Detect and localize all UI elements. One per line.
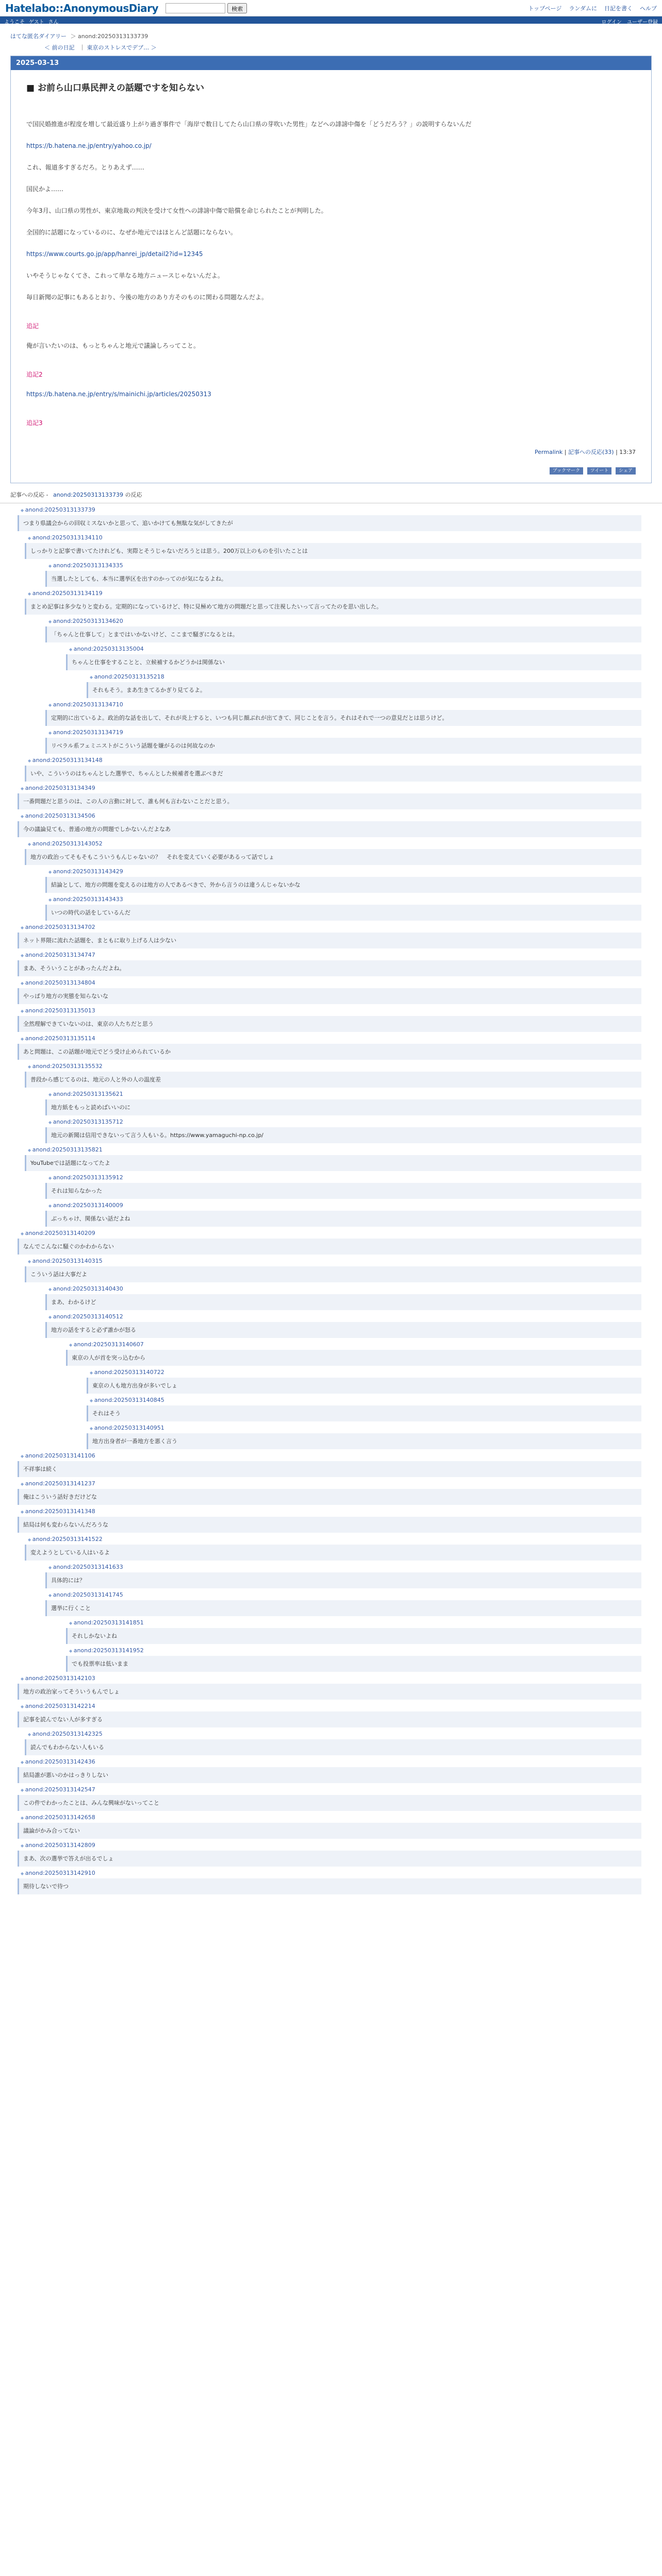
comment-anchor-link[interactable]: ◆ anond:20250313141633 bbox=[41, 1564, 641, 1570]
comment-item bbox=[13, 952, 641, 976]
comment-item bbox=[41, 701, 641, 726]
breadcrumb-home[interactable]: はてな匿名ダイアリー bbox=[10, 33, 67, 40]
trackback-prefix: 記事への反応 - bbox=[10, 492, 48, 498]
comment-anchor-link[interactable]: ◆ anond:20250313140607 bbox=[62, 1341, 641, 1348]
comment-anchor-link[interactable]: ◆ anond:20250313140315 bbox=[21, 1258, 641, 1264]
comment-body: ぶっちゃけ、関係ない話だよね bbox=[45, 1211, 641, 1227]
comment-item bbox=[13, 924, 641, 948]
comment-item bbox=[21, 534, 641, 559]
comment-anchor-link[interactable]: ◆ anond:20250313134719 bbox=[41, 729, 641, 736]
comment-body: 不祥事は続く bbox=[18, 1461, 641, 1477]
article-date: 2025-03-13 bbox=[11, 56, 651, 70]
comment-body: 読んでもわからない人もいる bbox=[25, 1739, 641, 1755]
search-button[interactable]: 検索 bbox=[227, 3, 247, 13]
comment-item bbox=[62, 646, 641, 670]
comment-body: 東京の人も地方出身が多いでしょ bbox=[87, 1378, 641, 1394]
breadcrumb bbox=[0, 24, 662, 43]
comment-anchor-link[interactable]: ◆ anond:20250313134119 bbox=[21, 590, 641, 597]
comment-item bbox=[62, 1619, 641, 1644]
comment-anchor-link[interactable]: ◆ anond:20250313141952 bbox=[62, 1647, 641, 1654]
comment-item bbox=[41, 896, 641, 921]
comment-item bbox=[13, 1480, 641, 1505]
bookmark-button[interactable]: ブックマーク bbox=[550, 467, 583, 474]
comment-item bbox=[21, 590, 641, 615]
nav-write-link[interactable]: 日記を書く bbox=[604, 5, 633, 12]
comment-anchor-link[interactable]: ◆ anond:20250313142103 bbox=[13, 1675, 641, 1682]
comment-anchor-link[interactable]: ◆ anond:20250313140009 bbox=[41, 1202, 641, 1209]
comment-anchor-link[interactable]: ◆ anond:20250313141106 bbox=[13, 1452, 641, 1459]
comment-body: 地方出身者が一番地方を悪く言う bbox=[87, 1433, 641, 1449]
comment-item bbox=[41, 729, 641, 754]
comment-item bbox=[21, 1536, 641, 1561]
comment-item bbox=[13, 1814, 641, 1839]
comment-item bbox=[21, 1063, 641, 1088]
comment-body: 地方紙をもっと読めばいいのに bbox=[45, 1099, 641, 1115]
article-paragraph: これ、報道多すぎるだろ。とりあえず…… bbox=[26, 164, 144, 171]
comment-body: ちゃんと仕事をすることと、立候補するかどうかは関係ない bbox=[66, 654, 641, 670]
comment-body: 今の議論見ても、普通の地方の問題でしかないんだよなあ bbox=[18, 821, 641, 837]
postscript-heading: 追記 bbox=[26, 323, 39, 330]
next-entry-link[interactable]: 東京のストレスでデブ… ＞ bbox=[87, 44, 157, 51]
comment-item bbox=[13, 785, 641, 809]
comment-body: やっぱり地方の実態を知らないな bbox=[18, 988, 641, 1004]
welcome-text: ようこそ bbox=[4, 20, 25, 25]
comment-item bbox=[13, 1870, 641, 1894]
comment-body: まあ、わかるけど bbox=[45, 1294, 641, 1310]
comment-item bbox=[41, 868, 641, 893]
comment-body: なんでこんなに騒ぐのかわからない bbox=[18, 1239, 641, 1255]
prev-entry-link[interactable]: ＜ 前の日記 bbox=[44, 44, 75, 51]
article-footer: Permalink | 記事への反応(33) | 13:37 bbox=[535, 449, 636, 455]
search-input[interactable] bbox=[166, 3, 225, 13]
share-button[interactable]: シェア bbox=[616, 467, 636, 474]
comment-item bbox=[41, 1591, 641, 1616]
comment-body: 東京の人が首を突っ込むから bbox=[66, 1350, 641, 1366]
post-time: 13:37 bbox=[619, 449, 636, 455]
comment-body: 「ちゃんと仕事して」とまではいかないけど、ここまで騒ぎになるとは。 bbox=[45, 626, 641, 642]
comment-body: まあ、そういうことがあったんだよね。 bbox=[18, 960, 641, 976]
comment-body: 議論がかみ合ってない bbox=[18, 1823, 641, 1839]
comment-body: 具体的には？ bbox=[45, 1572, 641, 1588]
permalink[interactable]: Permalink bbox=[535, 449, 563, 455]
trackback-header bbox=[0, 483, 662, 503]
comment-body: リベラル系フェミニストがこういう話題を嫌がるのは何故なのか bbox=[45, 738, 641, 754]
comment-anchor-link[interactable]: ◆ anond:20250313135013 bbox=[13, 1007, 641, 1014]
nav-help-link[interactable]: ヘルプ bbox=[640, 5, 657, 12]
comment-anchor-link[interactable]: ◆ anond:20250313134110 bbox=[21, 534, 641, 541]
comment-item bbox=[13, 979, 641, 1004]
comment-body: 地方の政治家ってそういうもんでしょ bbox=[18, 1684, 641, 1700]
article-paragraph: 今年3月、山口県の男性が、東京地裁の判決を受けて女性への誹謗中傷で賠償を命じられたことが判明した。 bbox=[26, 207, 327, 214]
comment-item bbox=[82, 1397, 641, 1421]
comment-anchor-link[interactable]: ◆ anond:20250313133739 bbox=[13, 506, 641, 513]
comment-item bbox=[21, 1258, 641, 1282]
pager-sep: ｜ bbox=[79, 44, 85, 51]
comment-body: 当選したとしても、本当に選挙区を出すのかってのが気になるよね。 bbox=[45, 571, 641, 587]
comment-body: 地元の新聞は信用できないって言う人もいる。https://www.yamaguchi-np.co.jp/ bbox=[45, 1127, 641, 1143]
comment-item bbox=[13, 1758, 641, 1783]
honorific: さん bbox=[48, 20, 59, 25]
breadcrumb-current: anond:20250313133739 bbox=[78, 33, 148, 40]
comment-anchor-link[interactable]: ◆ anond:20250313135821 bbox=[21, 1146, 641, 1153]
comment-body: しっかりと記事で書いてたけれども、実際とそうじゃないだろうとは思う。200万以上のものを引いたことは bbox=[25, 543, 641, 559]
username: ゲスト bbox=[29, 20, 44, 25]
comment-item bbox=[13, 1508, 641, 1533]
comment-anchor-link[interactable]: ◆ anond:20250313134349 bbox=[13, 785, 641, 791]
comment-body: 結局誰が悪いのかはっきりしない bbox=[18, 1767, 641, 1783]
comment-anchor-link[interactable]: ◆ anond:20250313142325 bbox=[21, 1731, 641, 1737]
comment-item bbox=[21, 757, 641, 782]
article-link[interactable]: https://b.hatena.ne.jp/entry/yahoo.co.jp/ bbox=[26, 142, 152, 149]
comment-body: 俺はこういう話好きだけどな bbox=[18, 1489, 641, 1505]
comment-item bbox=[82, 1425, 641, 1449]
comment-anchor-link[interactable]: ◆ anond:20250313135532 bbox=[21, 1063, 641, 1070]
comment-body: でも投票率は低いまま bbox=[66, 1656, 641, 1672]
share-buttons bbox=[11, 466, 651, 483]
article-title[interactable]: ■ お前ら山口県民押えの話題ですを知らない bbox=[26, 83, 204, 93]
comment-body: いや、こういうのはちゃんとした選挙で、ちゃんとした候補者を選ぶべきだ bbox=[25, 766, 641, 782]
user-bar bbox=[0, 16, 662, 24]
comment-anchor-link[interactable]: ◆ anond:20250313141745 bbox=[41, 1591, 641, 1598]
comment-list bbox=[0, 506, 662, 1894]
comment-body: 地方の政治ってそもそもこういうもんじゃないの？ それを変えていく必要があるって話でしょ bbox=[25, 849, 641, 865]
postscript-heading: 追記3 bbox=[26, 419, 43, 427]
comment-item bbox=[21, 1731, 641, 1755]
site-logo[interactable]: Hatelabo::AnonymousDiary bbox=[5, 2, 159, 14]
comment-anchor-link[interactable]: ◆ anond:20250313134335 bbox=[41, 562, 641, 569]
header-nav bbox=[528, 4, 657, 12]
comment-item bbox=[41, 1313, 641, 1338]
comment-anchor-link[interactable]: ◆ anond:20250313134620 bbox=[41, 618, 641, 624]
comment-anchor-link[interactable]: ◆ anond:20250313135621 bbox=[41, 1091, 641, 1097]
comment-body: それもそう。まあ生きてるかぎり見てるよ。 bbox=[87, 682, 641, 698]
comment-body: あと問題は、この話題が地元でどう受け止められているか bbox=[18, 1044, 641, 1060]
nav-top-link[interactable]: トップページ bbox=[528, 5, 562, 12]
article-paragraph: 国民かよ…… bbox=[26, 185, 64, 193]
comment-body: YouTubeでは話題になってたよ bbox=[25, 1155, 641, 1171]
postscript-heading: 追記2 bbox=[26, 371, 43, 378]
comment-item bbox=[41, 1174, 641, 1199]
comment-anchor-link[interactable]: ◆ anond:20250313141237 bbox=[13, 1480, 641, 1487]
comment-anchor-link[interactable]: ◆ anond:20250313135004 bbox=[62, 646, 641, 652]
article-paragraph: いやそうじゃなくてさ、これって単なる地方ニュースじゃないんだよ。 bbox=[26, 272, 224, 279]
comment-anchor-link[interactable]: ◆ anond:20250313142658 bbox=[13, 1814, 641, 1821]
comment-item bbox=[13, 1230, 641, 1255]
comment-item bbox=[82, 673, 641, 698]
comment-anchor-link[interactable]: ◆ anond:20250313143052 bbox=[21, 840, 641, 847]
article-paragraph: 毎日新聞の記事にもあるとおり、今後の地方のあり方そのものに関わる問題なんだよ。 bbox=[26, 294, 268, 301]
comment-item bbox=[13, 1007, 641, 1032]
comment-anchor-link[interactable]: ◆ anond:20250313140209 bbox=[13, 1230, 641, 1236]
article-link[interactable]: https://www.courts.go.jp/app/hanrei_jp/detail2?id=12345 bbox=[26, 250, 203, 258]
comment-anchor-link[interactable]: ◆ anond:20250313142910 bbox=[13, 1870, 641, 1876]
comment-item bbox=[62, 1341, 641, 1366]
comment-anchor-link[interactable]: ◆ anond:20250313140722 bbox=[82, 1369, 641, 1376]
comment-body: 記事を読んでない人が多すぎる bbox=[18, 1711, 641, 1727]
comment-item bbox=[62, 1647, 641, 1672]
comment-item bbox=[13, 1842, 641, 1867]
comment-item bbox=[41, 1091, 641, 1115]
comment-anchor-link[interactable]: ◆ anond:20250313142809 bbox=[13, 1842, 641, 1849]
comment-anchor-link[interactable]: ◆ anond:20250313142436 bbox=[13, 1758, 641, 1765]
trackback-anchor[interactable]: anond:20250313133739 bbox=[53, 492, 124, 498]
comment-body: 全然理解できていないのは、東京の人たちだと思う bbox=[18, 1016, 641, 1032]
article bbox=[10, 56, 652, 483]
trackback-suffix: の反応 bbox=[125, 492, 142, 498]
comment-anchor-link[interactable]: ◆ anond:20250313134702 bbox=[13, 924, 641, 930]
comment-body: まとめ記事は多少なりと変わる。定期的になっているけど、特に見極めて地方の問題だと思って注視したいって言ってたのを思い出した。 bbox=[25, 599, 641, 615]
comment-anchor-link[interactable]: ◆ anond:20250313143433 bbox=[41, 896, 641, 903]
article-paragraph: で国民婚推進が程度を増して最近盛り上がり過ぎ事件で「海岸で数日してたら山口県の芽吹いた男性」などへの誹謗中傷を「どうだろう？」の説明すらないんだ bbox=[26, 121, 472, 128]
breadcrumb-sep: ＞ bbox=[70, 33, 76, 40]
comment-anchor-link[interactable]: ◆ anond:20250313143429 bbox=[41, 868, 641, 875]
comment-item bbox=[13, 1675, 641, 1700]
comment-body: 結論として、地方の問題を変えるのは地方の人であるべきで、外から言うのは違うんじゃないかな bbox=[45, 877, 641, 893]
comment-anchor-link[interactable]: ◆ anond:20250313134747 bbox=[13, 952, 641, 958]
tweet-button[interactable]: ツイート bbox=[587, 467, 612, 474]
comment-body: こういう話は大事だよ bbox=[25, 1266, 641, 1282]
comment-anchor-link[interactable]: ◆ anond:20250313140845 bbox=[82, 1397, 641, 1403]
comment-item bbox=[13, 506, 641, 531]
login-link[interactable]: ログイン bbox=[601, 20, 622, 25]
article-body bbox=[11, 98, 651, 443]
comment-body: 定期的に出ているよ。政治的な話を出して、それが炎上すると、いつも同じ顔ぶれが出てきて、同じことを言う。それはそれで一つの意見だとは思うけど。 bbox=[45, 710, 641, 726]
comment-item bbox=[82, 1369, 641, 1394]
comment-anchor-link[interactable]: ◆ anond:20250313141348 bbox=[13, 1508, 641, 1515]
comment-body: 変えようとしている人はいるよ bbox=[25, 1545, 641, 1561]
comment-anchor-link[interactable]: ◆ anond:20250313134506 bbox=[13, 812, 641, 819]
comment-body: 結局は何も変わらないんだろうな bbox=[18, 1517, 641, 1533]
comment-body: いつの時代の話をしているんだ bbox=[45, 905, 641, 921]
comment-body: 地方の話をすると必ず誰かが怒る bbox=[45, 1322, 641, 1338]
comment-body: 普段から感じてるのは、地元の人と外の人の温度差 bbox=[25, 1072, 641, 1088]
reactions-link[interactable]: 記事への反応(33) bbox=[568, 449, 614, 455]
comment-body: それは知らなかった bbox=[45, 1183, 641, 1199]
comment-item bbox=[13, 812, 641, 837]
comment-item bbox=[41, 1285, 641, 1310]
comment-anchor-link[interactable]: ◆ anond:20250313135712 bbox=[41, 1118, 641, 1125]
comment-anchor-link[interactable]: ◆ anond:20250313141522 bbox=[21, 1536, 641, 1543]
comment-body: 期待しないで待つ bbox=[18, 1878, 641, 1894]
article-paragraph: 俺が言いたいのは、もっとちゃんと地元で議論しろってこと。 bbox=[26, 342, 200, 349]
comment-body: 選挙に行くこと bbox=[45, 1600, 641, 1616]
nav-random-link[interactable]: ランダムに bbox=[569, 5, 597, 12]
comment-anchor-link[interactable]: ◆ anond:20250313140512 bbox=[41, 1313, 641, 1320]
comment-anchor-link[interactable]: ◆ anond:20250313140951 bbox=[82, 1425, 641, 1431]
comment-item bbox=[41, 1564, 641, 1588]
comment-anchor-link[interactable]: ◆ anond:20250313134148 bbox=[21, 757, 641, 764]
comment-body: まあ、次の選挙で答えが出るでしょ bbox=[18, 1851, 641, 1867]
pager bbox=[0, 43, 662, 56]
comment-item bbox=[13, 1452, 641, 1477]
comment-anchor-link[interactable]: ◆ anond:20250313135114 bbox=[13, 1035, 641, 1042]
comment-anchor-link[interactable]: ◆ anond:20250313134804 bbox=[13, 979, 641, 986]
comment-body: 一番問題だと思うのは、この人の言動に対して、誰も何も言わないことだと思う。 bbox=[18, 793, 641, 809]
comment-item bbox=[41, 1202, 641, 1227]
comment-item bbox=[41, 1118, 641, 1143]
comment-anchor-link[interactable]: ◆ anond:20250313142214 bbox=[13, 1703, 641, 1709]
comment-anchor-link[interactable]: ◆ anond:20250313141851 bbox=[62, 1619, 641, 1626]
comment-body: つまり県議会からの回収ミスないかと思って、追いかけても無駄な気がしてきたが bbox=[18, 515, 641, 531]
comment-anchor-link[interactable]: ◆ anond:20250313135218 bbox=[82, 673, 641, 680]
comment-item bbox=[21, 1146, 641, 1171]
comment-item bbox=[41, 618, 641, 642]
comment-item bbox=[41, 562, 641, 587]
site-header bbox=[0, 0, 662, 16]
comment-anchor-link[interactable]: ◆ anond:20250313142547 bbox=[13, 1786, 641, 1793]
comment-anchor-link[interactable]: ◆ anond:20250313134710 bbox=[41, 701, 641, 708]
comment-body: それはそう bbox=[87, 1405, 641, 1421]
comment-item bbox=[21, 840, 641, 865]
comment-item bbox=[13, 1786, 641, 1811]
register-link[interactable]: ユーザー登録 bbox=[627, 20, 658, 25]
article-link[interactable]: https://b.hatena.ne.jp/entry/s/mainichi.jp/articles/20250313 bbox=[26, 391, 211, 398]
comment-anchor-link[interactable]: ◆ anond:20250313135912 bbox=[41, 1174, 641, 1181]
comment-body: この件でわかったことは、みんな興味がないってこと bbox=[18, 1795, 641, 1811]
comment-item bbox=[13, 1703, 641, 1727]
comment-anchor-link[interactable]: ◆ anond:20250313140430 bbox=[41, 1285, 641, 1292]
article-paragraph: 全国的に話題になっているのに、なぜか地元ではほとんど話題にならない。 bbox=[26, 229, 237, 236]
comment-item bbox=[13, 1035, 641, 1060]
comment-body: それしかないよね bbox=[66, 1628, 641, 1644]
comment-body: ネット界隈に流れた話題を、まともに取り上げる人は少ない bbox=[18, 933, 641, 948]
